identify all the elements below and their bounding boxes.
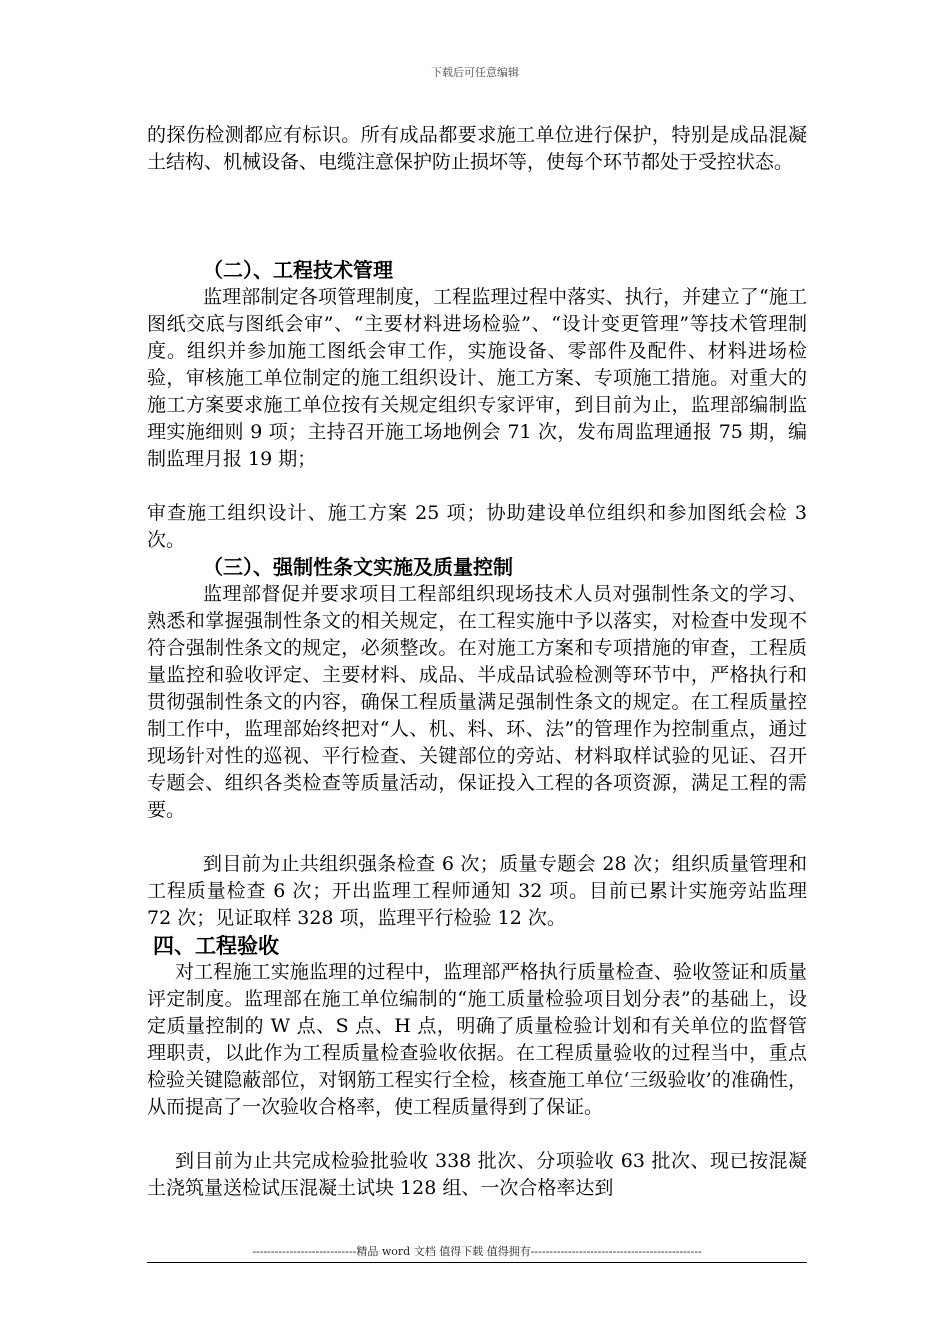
- section-heading-mandatory-provisions: （三）、强制性条文实施及质量控制: [203, 555, 513, 579]
- paragraph-review-summary: 审查施工组织设计、施工方案 25 项；协助建设单位组织和参加图纸会检 3 次。: [147, 502, 807, 551]
- footer-divider: [147, 1262, 807, 1263]
- page-header-note: 下载后可任意编辑: [431, 66, 519, 79]
- paragraph-quality-control: 监理部督促并要求项目工程部组织现场技术人员对强制性条文的学习、熟悉和掌握强制性条文的相关规定，在工程实施中予以落实，对检查中发现不符合强制性条文的规定，必须整改。在对施工方案和专项措施的审查，工程质量监控和验收评定、主要材料、成品、半成品试验检测等环节中，严格执行和贯彻强制性条文的内容，确保工程质量满足强制性条文的规定。在工程质量控制工作中，监理部始终把对“人、机、料、环、法”的管理作为控制重点，通过现场针对性的巡视、平行检查、关键部位的旁站、材料取样试验的见证、召开专题会、组织各类检查等质量活动，保证投入工程的各项资源，满足工程的需要。: [147, 583, 807, 821]
- paragraph-technical-management: 监理部制定各项管理制度，工程监理过程中落实、执行，并建立了“施工图纸交底与图纸会审”、“主要材料进场检验”、“设计变更管理”等技术管理制度。组织并参加施工图纸会审工作，实施设备、零部件及配件、材料进场检验，审核施工单位制定的施工组织设计、施工方案、专项施工措施。对重大的施工方案要求施工单位按有关规定组织专家评审，到目前为止，监理部编制监理实施细则 9 项；主持召开施工场地例会 71 次，发布周监理通报 75 期，编制监理月报 19 期；: [147, 286, 807, 470]
- paragraph-acceptance-stats: 到目前为止共完成检验批验收 338 批次、分项验收 63 批次、现已按混凝土浇筑量送检试压混凝土试块 128 组、一次合格率达到: [147, 1150, 807, 1199]
- document-body: [147, 122, 807, 1202]
- paragraph-continuation: 的探伤检测都应有标识。所有成品都要求施工单位进行保护，特别是成品混凝土结构、机械设备、电缆注意保护防止损坏等，使每个环节都处于受控状态。: [147, 124, 807, 173]
- section-heading-acceptance: 四、工程验收: [153, 933, 279, 958]
- paragraph-inspection-stats: 到目前为止共组织强条检查 6 次；质量专题会 28 次；组织质量管理和工程质量检查 6 次；开出监理工程师通知 32 项。目前已累计实施旁站监理 72 次；见证取样 328 项，监理平行检验 12 次。: [147, 853, 807, 929]
- section-heading-technical-management: （二）、工程技术管理: [203, 258, 393, 282]
- page-footer-note: ----------------------------精品 word 文档 值得下载 值得拥有----------------------------------------------: [252, 1245, 702, 1258]
- paragraph-acceptance: 对工程施工实施监理的过程中，监理部严格执行质量检查、验收签证和质量评定制度。监理部在施工单位编制的“施工质量检验项目划分表”的基础上，设定质量控制的 W 点、S 点、H 点，明确了质量检验计划和有关单位的监督管理职责，以此作为工程质量检查验收依据。在工程质量验收的过程当中，重点检验关键隐蔽部位，对钢筋工程实行全检，核查施工单位‘三级验收’的准确性，从而提高了一次验收合格率，使工程质量得到了保证。: [147, 961, 807, 1118]
